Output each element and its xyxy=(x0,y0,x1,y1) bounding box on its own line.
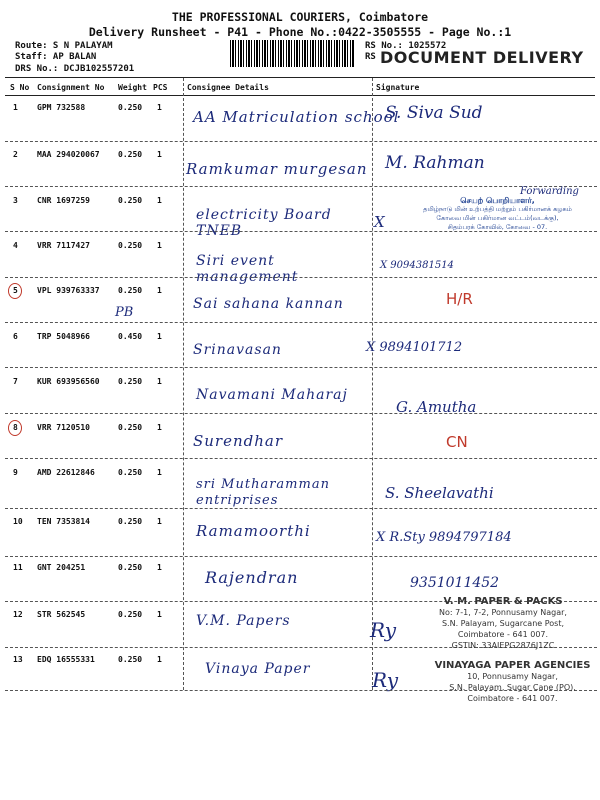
row-consignee: Rajendran xyxy=(205,568,299,587)
row-consignment: VRR 7120510 xyxy=(37,423,90,432)
row-consignment: VRR 7117427 xyxy=(37,241,90,250)
stamp-line: S.N. Palayam, Sugarcane Post, xyxy=(441,619,565,628)
stamp-line: தமிழ்நாடு மின் உற்பத்தி மற்றும் பகிர்மானக் கழகம் xyxy=(423,205,572,213)
row-pcs: 1 xyxy=(157,103,162,112)
runsheet-company-title: THE PROFESSIONAL COURIERS, Coimbatore xyxy=(171,10,429,24)
row-weight: 0.250 xyxy=(118,286,143,295)
row-signature: 9351011452 xyxy=(410,575,500,591)
row-sno: 12 xyxy=(13,610,23,619)
col-weight: Weight xyxy=(118,83,147,92)
row-consignee: Ramamoorthi xyxy=(196,522,311,540)
row-signature: X xyxy=(374,213,385,231)
row-sno: 5 xyxy=(13,286,18,295)
header-top-rule xyxy=(5,77,595,78)
row-pcs: 1 xyxy=(157,563,162,572)
row-sno: 9 xyxy=(13,468,18,477)
row-weight: 0.250 xyxy=(118,517,143,526)
row-signature: CN xyxy=(446,433,468,451)
row-consignee: Navamani Maharaj xyxy=(196,387,348,403)
row-consignee: AA Matriculation school xyxy=(193,108,400,126)
row-pcs: 1 xyxy=(157,332,162,341)
row-sno: 3 xyxy=(13,196,18,205)
stamp-line: செயற் பொறியாளர், xyxy=(460,196,535,205)
runsheet-subtitle: Delivery Runsheet - P41 - Phone No.:0422-3505555 - Page No.:1 xyxy=(88,25,512,39)
row-consignment: EDQ 16555331 xyxy=(37,655,95,664)
row-divider xyxy=(5,556,597,557)
row-weight: 0.250 xyxy=(118,103,143,112)
row-sno: 8 xyxy=(13,423,18,432)
row-consignee: Surendhar xyxy=(193,432,284,450)
row-consignee: Vinaya Paper xyxy=(205,661,311,677)
row-sno: 4 xyxy=(13,241,18,250)
row-sno: 1 xyxy=(13,103,18,112)
consignee-column-separator xyxy=(183,78,184,690)
route-label: Route: S N PALAYAM xyxy=(15,41,113,51)
row-divider xyxy=(5,277,597,278)
row-consignment: TRP 5048966 xyxy=(37,332,90,341)
row-weight: 0.250 xyxy=(118,423,143,432)
row-consignment: VPL 939763337 xyxy=(37,286,100,295)
row-consignee: Sai sahana kannan xyxy=(193,296,344,312)
row-signature: S. Sheelavathi xyxy=(385,484,494,502)
row-signature: Ry xyxy=(372,668,399,692)
row-weight: 0.250 xyxy=(118,150,143,159)
stamp-line: Coimbatore - 641 007. xyxy=(467,694,558,703)
row-consignment: GNT 204251 xyxy=(37,563,86,572)
signature-column-separator xyxy=(372,78,373,690)
row-sno: 10 xyxy=(13,517,23,526)
electricity-board-stamp xyxy=(405,196,590,232)
row-pcs: 1 xyxy=(157,517,162,526)
row-pcs: 1 xyxy=(157,468,162,477)
row-pcs: 1 xyxy=(157,655,162,664)
row-weight: 0.250 xyxy=(118,563,143,572)
row-weight: 0.250 xyxy=(118,655,143,664)
row-weight: 0.250 xyxy=(118,241,143,250)
row-signature: X R.Sty 9894797184 xyxy=(376,530,512,545)
col-consignment: Consignment No xyxy=(37,83,105,92)
rs-number: RS No.: 1025572 xyxy=(365,41,447,51)
rs-label: RS xyxy=(365,52,376,62)
row-sno: 7 xyxy=(13,377,18,386)
handwritten-initials: PB xyxy=(115,305,134,320)
col-signature: Signature xyxy=(376,83,420,92)
row-signature: S. Siva Sud xyxy=(385,103,483,123)
row-consignment: TEN 7353814 xyxy=(37,517,90,526)
row-divider xyxy=(5,413,597,414)
row-consignment: AMD 22612846 xyxy=(37,468,95,477)
row-pcs: 1 xyxy=(157,423,162,432)
row-consignment: MAA 294020067 xyxy=(37,150,100,159)
row-divider xyxy=(5,141,597,142)
row-pcs: 1 xyxy=(157,610,162,619)
col-consignee: Consignee Details xyxy=(187,83,269,92)
staff-label: Staff: AP BALAN xyxy=(15,52,97,62)
row-sno: 6 xyxy=(13,332,18,341)
row-consignment: STR 562545 xyxy=(37,610,86,619)
col-sno: S No xyxy=(10,83,30,92)
row-pcs: 1 xyxy=(157,377,162,386)
row-signature: G. Amutha xyxy=(396,398,477,416)
vm-paper-stamp xyxy=(418,596,588,651)
row-consignee: electricity Board TNEB xyxy=(196,207,332,239)
stamp-line: Coimbatore - 641 007. xyxy=(457,630,549,639)
vinayaga-stamp xyxy=(425,660,600,704)
row-consignee: Srinavasan xyxy=(193,342,282,358)
row-pcs: 1 xyxy=(157,286,162,295)
row-signature: X 9094381514 xyxy=(380,260,454,271)
row-sno: 2 xyxy=(13,150,18,159)
stamp-line: No: 7-1, 7-2, Ponnusamy Nagar, xyxy=(439,608,567,617)
row-pcs: 1 xyxy=(157,241,162,250)
stamp-company: VINAYAGA PAPER AGENCIES xyxy=(434,660,591,671)
document-delivery-stamp: DOCUMENT DELIVERY xyxy=(380,48,584,67)
row-pcs: 1 xyxy=(157,196,162,205)
header-bottom-rule xyxy=(5,95,595,96)
row-weight: 0.250 xyxy=(118,468,143,477)
row-signature: Ry xyxy=(370,618,397,642)
row-consignee: sri Mutharamman entriprises xyxy=(196,477,330,508)
stamp-company: V. M. PAPER & PACKS xyxy=(443,596,563,607)
row-divider xyxy=(5,508,597,509)
row-weight: 0.250 xyxy=(118,610,143,619)
stamp-line: GSTIN: 33AIEPG2876J1ZC xyxy=(451,641,555,650)
barcode xyxy=(230,40,355,67)
row-divider xyxy=(5,186,597,187)
row-consignee: V.M. Papers xyxy=(196,613,291,629)
row-divider xyxy=(5,322,597,323)
stamp-line: S.N. Palayam, Sugar Cane (PO), xyxy=(449,683,576,692)
col-pcs: PCS xyxy=(153,83,168,92)
row-consignment: KUR 693956560 xyxy=(37,377,100,386)
stamp-line: 10, Ponnusamy Nagar, xyxy=(467,672,558,681)
row-consignment: CNR 1697259 xyxy=(37,196,90,205)
row-consignee: Ramkumar murgesan xyxy=(186,160,368,178)
row-signature: H/R xyxy=(446,290,473,308)
drs-number: DRS No.: DCJB102557201 xyxy=(15,64,135,74)
row-consignee: Siri event management xyxy=(196,253,299,285)
row-divider xyxy=(5,367,597,368)
row-weight: 0.250 xyxy=(118,196,143,205)
row-sno: 11 xyxy=(13,563,23,572)
row-pcs: 1 xyxy=(157,150,162,159)
row-weight: 0.250 xyxy=(118,377,143,386)
stamp-line: கோவை மின் பகிர்மான வட்டம்(வடக்கு), xyxy=(436,214,559,222)
row-signature: M. Rahman xyxy=(385,153,485,173)
row-divider xyxy=(5,458,597,459)
row-weight: 0.450 xyxy=(118,332,143,341)
forwarding-note: Forwarding xyxy=(520,186,579,197)
row-sno: 13 xyxy=(13,655,23,664)
row-signature: X 9894101712 xyxy=(366,340,463,355)
stamp-line: சிதம்பரக் கோவில், கோவை - 07. xyxy=(447,223,548,231)
row-consignment: GPM 732588 xyxy=(37,103,86,112)
